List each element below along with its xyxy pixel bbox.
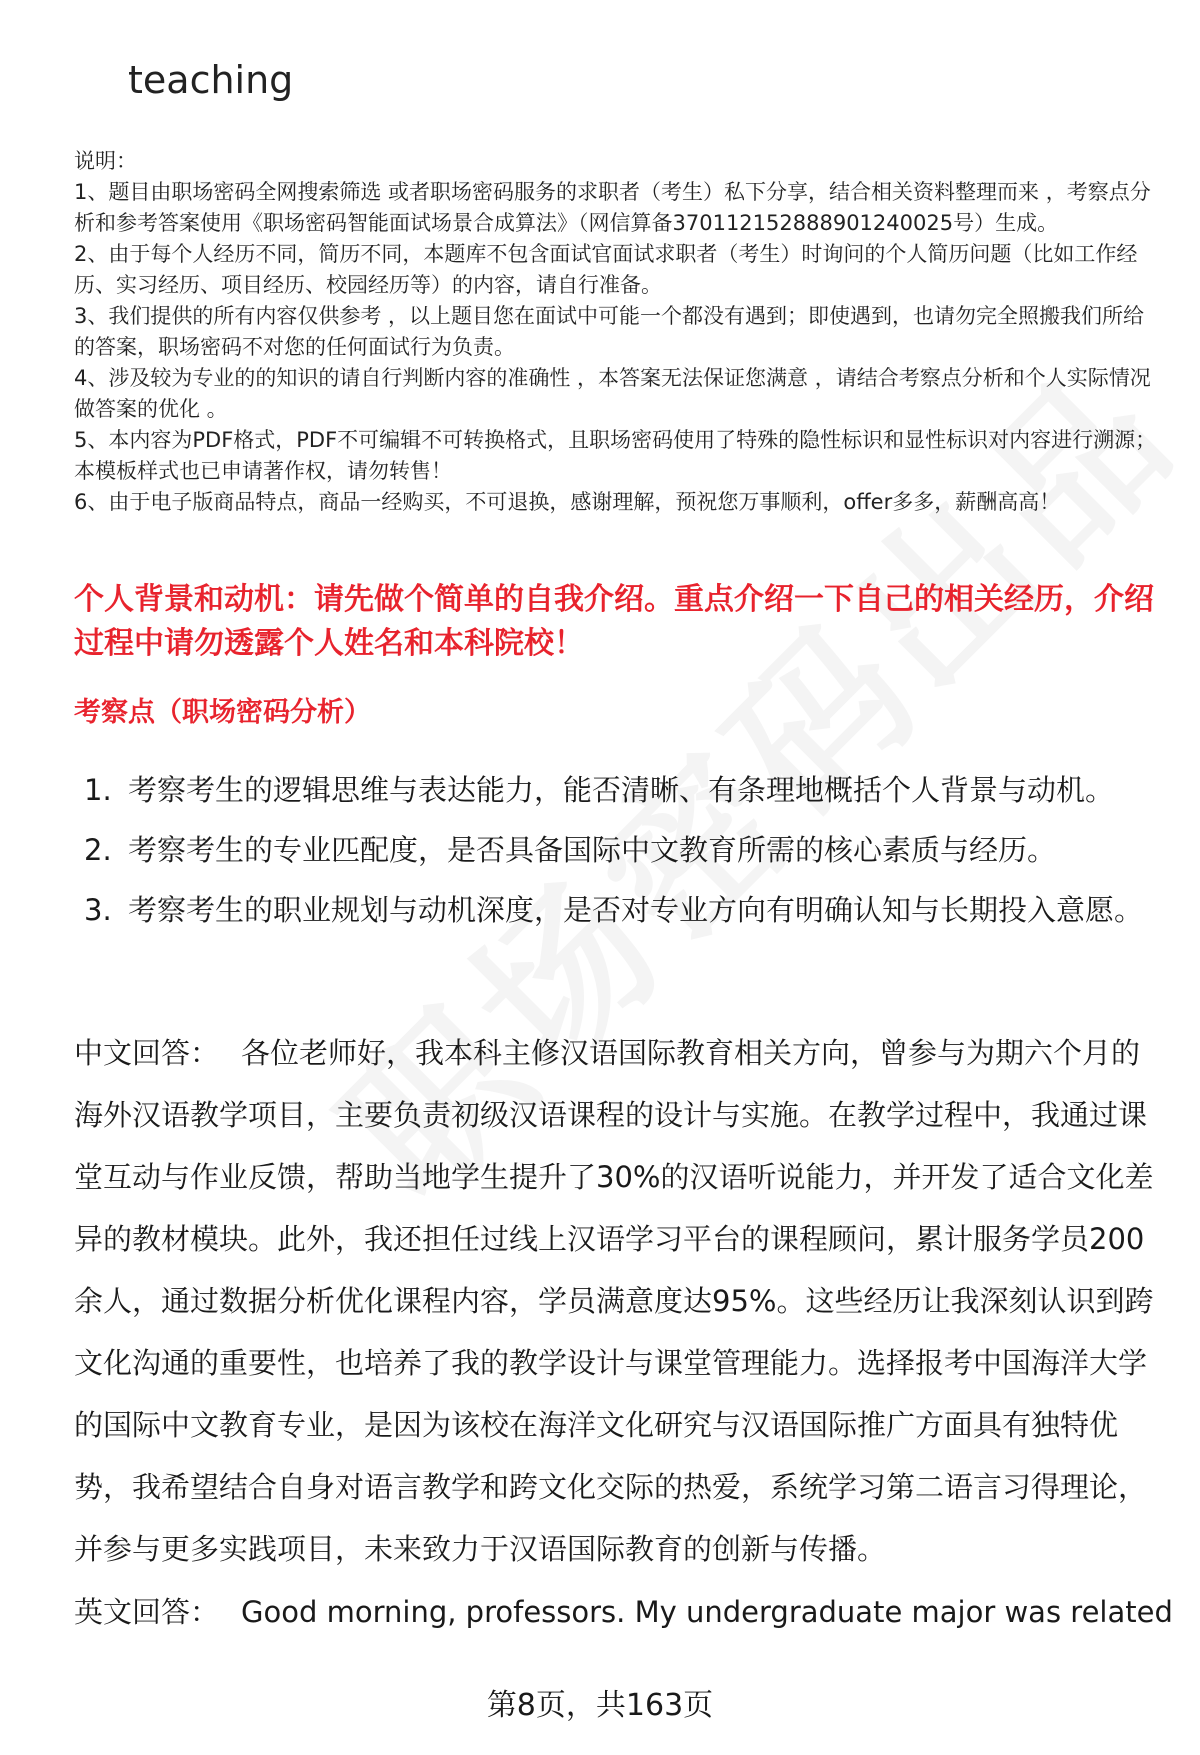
analysis-title: 考察点（职场密码分析） [74, 697, 371, 728]
analysis-point [84, 880, 1154, 940]
analysis-point [84, 760, 1154, 820]
notes-label: 说明： [74, 149, 137, 173]
point-number: 2. [84, 833, 112, 867]
english-answer [74, 1590, 1184, 1634]
notes-block [74, 146, 1160, 518]
chinese-answer-label: 中文回答： [74, 1036, 220, 1070]
english-answer-text: Good morning, professors. My undergraduate major was related [241, 1595, 1173, 1629]
page-heading: teaching [128, 58, 294, 102]
analysis-point [84, 820, 1154, 880]
note-item: 6、由于电子版商品特点，商品一经购买，不可退换，感谢理解，预祝您万事顺利，offer多多，薪酬高高！ [74, 490, 1061, 514]
note-item: 5、本内容为PDF格式，PDF不可编辑不可转换格式，且职场密码使用了特殊的隐性标识和显性标识对内容进行溯源；本模板样式也已申请著作权，请勿转售！ [74, 428, 1157, 483]
note-item: 4、涉及较为专业的的知识的请自行判断内容的准确性 ，本答案无法保证您满意 ，请结合考察点分析和个人实际情况做答案的优化 。 [74, 366, 1151, 421]
chinese-answer [74, 1022, 1160, 1580]
note-item: 3、我们提供的所有内容仅供参考 ，以上题目您在面试中可能一个都没有遇到；即使遇到，也请勿完全照搬我们所给的答案，职场密码不对您的任何面试行为负责。 [74, 304, 1145, 359]
point-text: 考察考生的逻辑思维与表达能力，能否清晰、有条理地概括个人背景与动机。 [128, 773, 1115, 807]
english-answer-label: 英文回答： [74, 1595, 220, 1629]
note-item: 2、由于每个人经历不同，简历不同，本题库不包含面试官面试求职者（考生）时询问的个人简历问题（比如工作经历、实习经历、项目经历、校园经历等）的内容，请自行准备。 [74, 242, 1138, 297]
point-text: 考察考生的专业匹配度，是否具备国际中文教育所需的核心素质与经历。 [128, 833, 1057, 867]
note-item: 1、题目由职场密码全网搜索筛选 或者职场密码服务的求职者（考生）私下分享，结合相关资料整理而来 ，考察点分析和参考答案使用《职场密码智能面试场景合成算法》（网信算备370112152888901240025号）生成。 [74, 180, 1151, 235]
interview-question: 个人背景和动机：请先做个简单的自我介绍。重点介绍一下自己的相关经历，介绍过程中请勿透露个人姓名和本科院校！ [74, 582, 1154, 661]
point-text: 考察考生的职业规划与动机深度，是否对专业方向有明确认知与长期投入意愿。 [128, 893, 1144, 927]
point-number: 1. [84, 773, 112, 807]
chinese-answer-text: 各位老师好，我本科主修汉语国际教育相关方向，曾参与为期六个月的海外汉语教学项目，主要负责初级汉语课程的设计与实施。在教学过程中，我通过课堂互动与作业反馈，帮助当地学生提升了30%的汉语听说能力，并开发了适合文化差异的教材模块。此外，我还担任过线上汉语学习平台的课程顾问，累计服务学员200余人，通过数据分析优化课程内容，学员满意度达95%。这些经历让我深刻认识到跨文化沟通的重要性，也培养了我的教学设计与课堂管理能力。选择报考中国海洋大学的国际中文教育专业，是因为该校在海洋文化研究与汉语国际推广方面具有独特优势，我希望结合自身对语言教学和跨文化交际的热爱，系统学习第二语言习得理论，并参与更多实践项目，未来致力于汉语国际教育的创新与传播。 [74, 1036, 1154, 1566]
point-number: 3. [84, 893, 112, 927]
analysis-points [84, 760, 1154, 940]
page-number: 第8页，共163页 [486, 1688, 714, 1723]
